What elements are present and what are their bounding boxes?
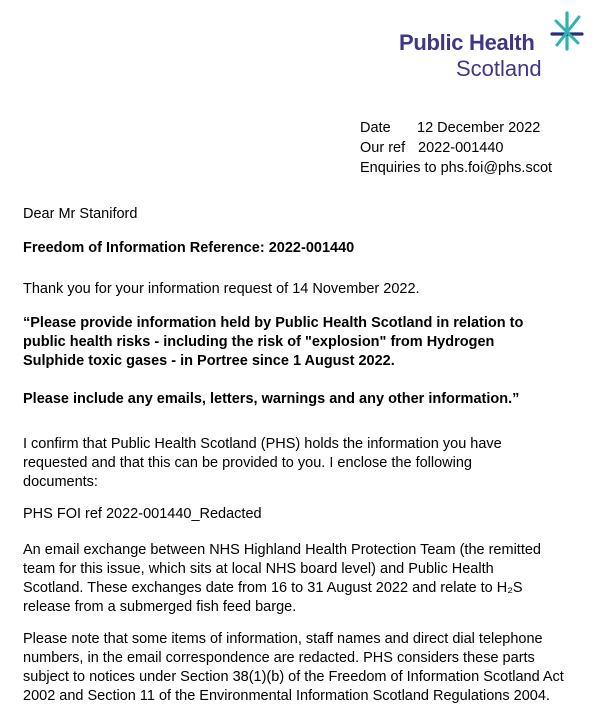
date-label: Date [360,120,391,136]
redaction-note-paragraph [23,630,564,706]
paragraph-line: requested and that this can be provided to you. I enclose the following [23,455,472,471]
paragraph-line: I confirm that Public Health Scotland (PHS) holds the information you have [23,436,502,452]
ref-value: 2022-001440 [418,140,504,156]
phs-star-icon [548,10,586,52]
letter-metadata [360,118,552,178]
salutation: Dear Mr Staniford [23,206,138,222]
meta-date-row [360,118,552,138]
paragraph-line: Please note that some items of information, staff names and direct dial telephone [23,631,543,647]
paragraph-line: subject to notices under Section 38(1)(b) of the Freedom of Information Scotland Act [23,669,564,685]
meta-enquiries-row [360,158,552,178]
logo-text-public-health: Public Health [399,30,535,55]
reference-heading: Freedom of Information Reference: 2022-001440 [23,240,355,256]
logo-text-scotland: Scotland [456,56,542,81]
enquiries-label: Enquiries to [360,160,437,176]
quote-line: Please include any emails, letters, warnings and any other information.” [23,391,520,407]
meta-ref-row [360,138,552,158]
date-value: 12 December 2022 [417,120,541,136]
enquiries-email: phs.foi@phs.scot [440,160,553,176]
quote-line: Sulphide toxic gases - in Portree since 1 August 2022. [23,353,395,369]
intro-paragraph: Thank you for your information request of 14 November 2022. [23,281,420,297]
paragraph-line: release from a submerged fish feed barge. [23,599,297,615]
paragraph-line: Scotland. These exchanges date from 16 to 31 August 2022 and relate to H₂S [23,580,523,596]
enclosed-document-name: PHS FOI ref 2022-001440_Redacted [23,506,262,522]
email-exchange-paragraph [23,541,541,617]
paragraph-line: 2002 and Section 11 of the Environmental Information Scotland Regulations 2004. [23,688,550,704]
paragraph-line: documents: [23,474,98,490]
paragraph-line: numbers, in the email correspondence are redacted. PHS considers these parts [23,650,535,666]
quote-line: public health risks - including the risk of "explosion" from Hydrogen [23,334,495,350]
confirmation-paragraph [23,435,502,492]
phs-logo [399,10,599,82]
quote-line: “Please provide information held by Public Health Scotland in relation to [23,315,524,331]
request-quote [23,314,523,409]
paragraph-line: team for this issue, which sits at local NHS board level) and Public Health [23,561,494,577]
ref-label: Our ref [360,140,406,156]
paragraph-line: An email exchange between NHS Highland Health Protection Team (the remitted [23,542,541,558]
